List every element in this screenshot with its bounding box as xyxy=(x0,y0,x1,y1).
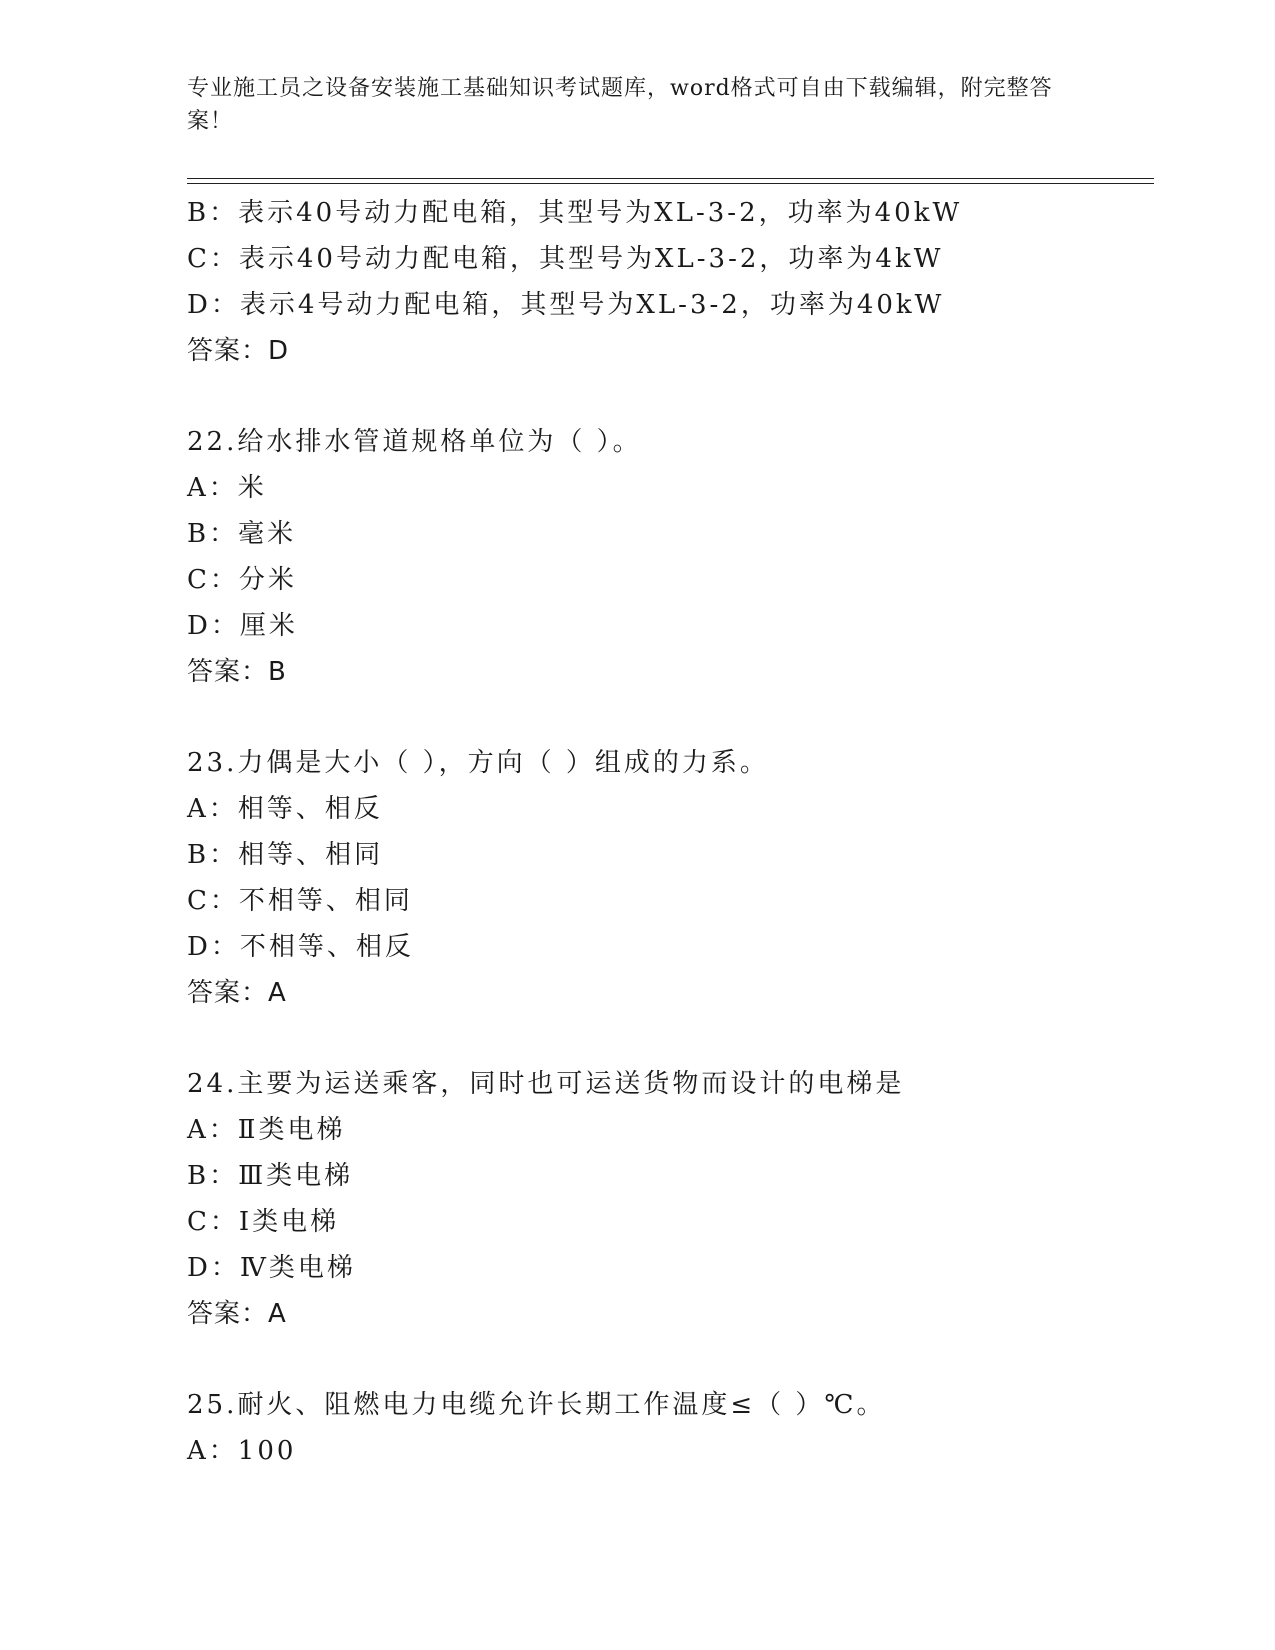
question-text: 22.给水排水管道规格单位为（ ）。 xyxy=(187,427,642,457)
question-text: 25.耐火、阻燃电力电缆允许长期工作温度≤（ ）℃。 xyxy=(187,1390,886,1420)
option-a: A：100 xyxy=(187,1436,297,1466)
option-a: A：Ⅱ类电梯 xyxy=(187,1115,346,1145)
block-spacer xyxy=(187,374,1154,419)
option-b: B：毫米 xyxy=(187,519,297,549)
option-b: B：Ⅲ类电梯 xyxy=(187,1161,354,1191)
question-block xyxy=(187,190,1154,374)
question-block xyxy=(187,1061,1154,1337)
block-spacer xyxy=(187,1016,1154,1061)
option-d: D：Ⅳ类电梯 xyxy=(187,1253,356,1283)
option-b: B：表示40号动力配电箱，其型号为XL-3-2，功率为40kW xyxy=(187,198,963,228)
option-a: A：米 xyxy=(187,473,267,503)
question-block xyxy=(187,740,1154,1016)
option-a: A：相等、相反 xyxy=(187,794,383,824)
option-c: C：分米 xyxy=(187,565,297,595)
answer-text: 答案：D xyxy=(187,336,290,366)
answer-text: 答案：B xyxy=(187,657,287,687)
question-block xyxy=(187,1382,1154,1474)
document-title: 专业施工员之设备安装施工基础知识考试题库，word格式可自由下载编辑，附完整答案！ xyxy=(187,76,1053,134)
option-d: D：不相等、相反 xyxy=(187,932,414,962)
option-c: C：不相等、相同 xyxy=(187,886,413,916)
option-b: B：相等、相同 xyxy=(187,840,384,870)
option-c: C：表示40号动力配电箱，其型号为XL-3-2，功率为4kW xyxy=(187,244,944,274)
header-rule-bottom xyxy=(187,183,1154,184)
answer-text: 答案：A xyxy=(187,978,287,1008)
option-d: D：表示4号动力配电箱，其型号为XL-3-2，功率为40kW xyxy=(187,290,945,320)
option-d: D：厘米 xyxy=(187,611,298,641)
question-text: 24.主要为运送乘客，同时也可运送货物而设计的电梯是 xyxy=(187,1069,905,1099)
question-list xyxy=(187,190,1154,1474)
block-spacer xyxy=(187,1337,1154,1382)
option-c: C：Ⅰ类电梯 xyxy=(187,1207,340,1237)
block-spacer xyxy=(187,695,1154,740)
question-block xyxy=(187,419,1154,695)
answer-text: 答案：A xyxy=(187,1299,287,1329)
header-rule-top xyxy=(187,178,1154,179)
question-text: 23.力偶是大小（ ），方向（ ）组成的力系。 xyxy=(187,748,769,778)
